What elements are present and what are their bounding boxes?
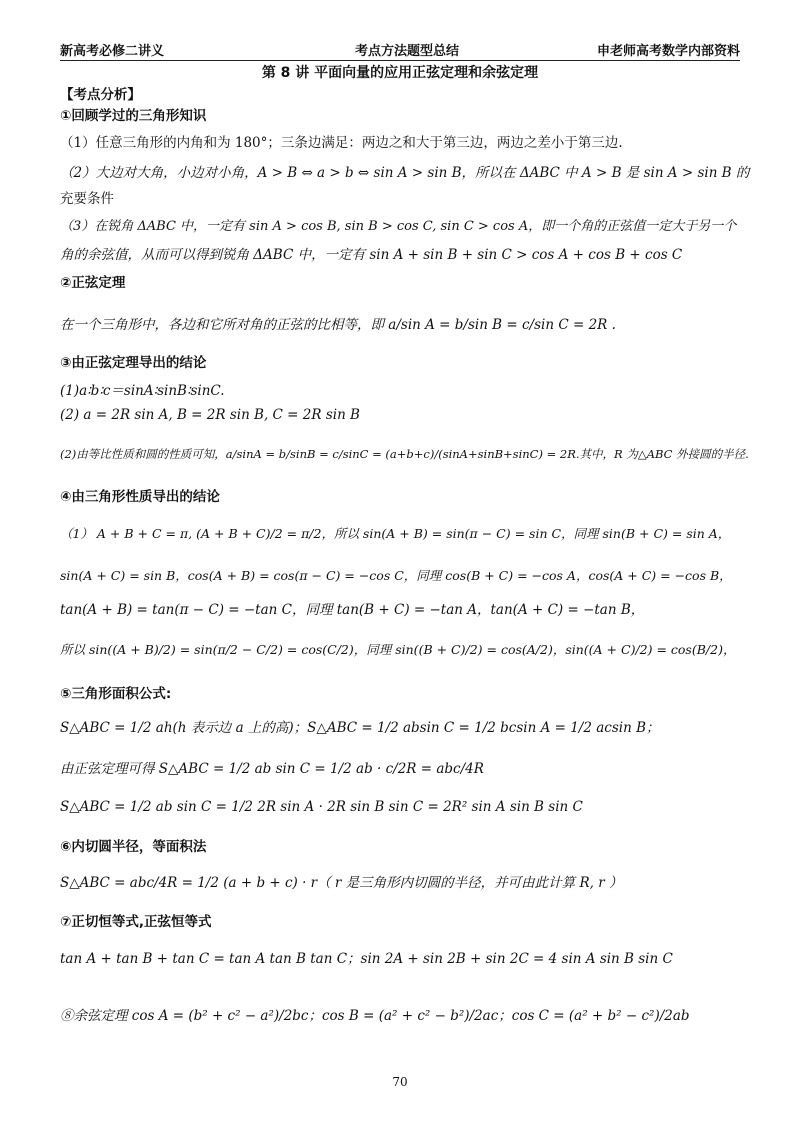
paragraph-3: （3）在锐角 ΔABC 中，一定有 sin A > cos B, sin B > cos C, sin C > cos A，即一个角的正弦值一定大于另一个 (60, 219, 737, 234)
paragraph-2: （2）大边对大角，小边对小角，A > B ⇔ a > b ⇔ sin A > sin B，所以在 ΔABC 中 A > B 是 sin A > sin B 的 (60, 165, 750, 181)
section-1-heading: ①回顾学过的三角形知识 (60, 108, 207, 124)
tangent-sine-identities: tan A + tan B + tan C = tan A tan B tan C；sin 2A + sin 2B + sin 2C = 4 sin A sin B sin C (60, 951, 673, 967)
section-7-heading: ⑦正切恒等式,正弦恒等式 (60, 914, 212, 930)
section-5-heading: ⑤三角形面积公式: (60, 686, 172, 702)
section-2-heading: ②正弦定理 (60, 275, 126, 291)
inradius-formula: S△ABC = abc/4R = 1/2 (a + b + c) · r（ r 是三角形内切圆的半径，并可由此计算 R, r ） (60, 875, 623, 891)
angle-sum-formula: （1） A + B + C = π, (A + B + C)/2 = π/2，所以 sin(A + B) = sin(π − C) = sin C，同理 sin(B + C) = sin A， (60, 526, 731, 541)
header-divider (60, 60, 740, 61)
header-center: 考点方法题型总结 (355, 44, 460, 59)
section-4-heading: ④由三角形性质导出的结论 (60, 489, 220, 505)
paragraph-2-cont: 充要条件 (60, 191, 114, 207)
ratio-formula: (1)a∶b∶c＝sinA∶sinB∶sinC. (60, 383, 225, 399)
section-analysis: 【考点分析】 (60, 87, 141, 103)
cosine-law: ⑧余弦定理 cos A = (b² + c² − a²)/2bc；cos B = (a² + c² − b²)/2ac；cos C = (a² + b² − c²)/2ab (60, 1008, 690, 1024)
area-formula-3: S△ABC = 1/2 ab sin C = 1/2 2R sin A · 2R sin B sin C = 2R² sin A sin B sin C (60, 799, 583, 815)
area-formula-1: S△ABC = 1/2 ah(h 表示边 a 上的高)；S△ABC = 1/2 absin C = 1/2 bcsin A = 1/2 acsin B； (60, 720, 660, 736)
lecture-title: 第 8 讲 平面向量的应用正弦定理和余弦定理 (261, 65, 539, 81)
paragraph-1: （1）任意三角形的内角和为 180°；三条边满足：两边之和大于第三边，两边之差小于第三边. (60, 135, 623, 151)
section-6-heading: ⑥内切圆半径，等面积法 (60, 839, 207, 855)
header-right: 申老师高考数学内部资料 (596, 44, 740, 59)
page-number: 70 (392, 1075, 408, 1089)
section-3-heading: ③由正弦定理导出的结论 (60, 355, 207, 371)
half-angle-identities: 所以 sin((A + B)/2) = sin(π/2 − C/2) = cos(C/2)，同理 sin((B + C)/2) = cos(A/2)，sin((A + C)/2) = cos(B/2)， (60, 642, 736, 657)
cos-identities: sin(A + C) = sin B，cos(A + B) = cos(π − C) = −cos C，同理 cos(B + C) = −cos A，cos(A + C) = −cos B， (60, 568, 732, 583)
header-left: 新高考必修二讲义 (60, 44, 165, 59)
tan-identities: tan(A + B) = tan(π − C) = −tan C，同理 tan(B + C) = −tan A，tan(A + C) = −tan B， (60, 602, 645, 618)
paragraph-3-cont: 角的余弦值，从而可以得到锐角 ΔABC 中，一定有 sin A + sin B + sin C > cos A + cos B + cos C (60, 247, 683, 263)
side-formula: (2) a = 2R sin A, B = 2R sin B, C = 2R sin B (60, 407, 360, 423)
area-formula-2: 由正弦定理可得 S△ABC = 1/2 ab sin C = 1/2 ab · c/2R = abc/4R (60, 761, 484, 777)
proportion-formula: (2)由等比性质和圆的性质可知，a/sinA = b/sinB = c/sinC = (a+b+c)/(sinA+sinB+sinC) = 2R.其中，R 为△ABC 外接圆的半径. (60, 447, 749, 461)
sine-law: 在一个三角形中，各边和它所对角的正弦的比相等，即 a/sin A = b/sin B = c/sin C = 2R . (60, 317, 616, 333)
